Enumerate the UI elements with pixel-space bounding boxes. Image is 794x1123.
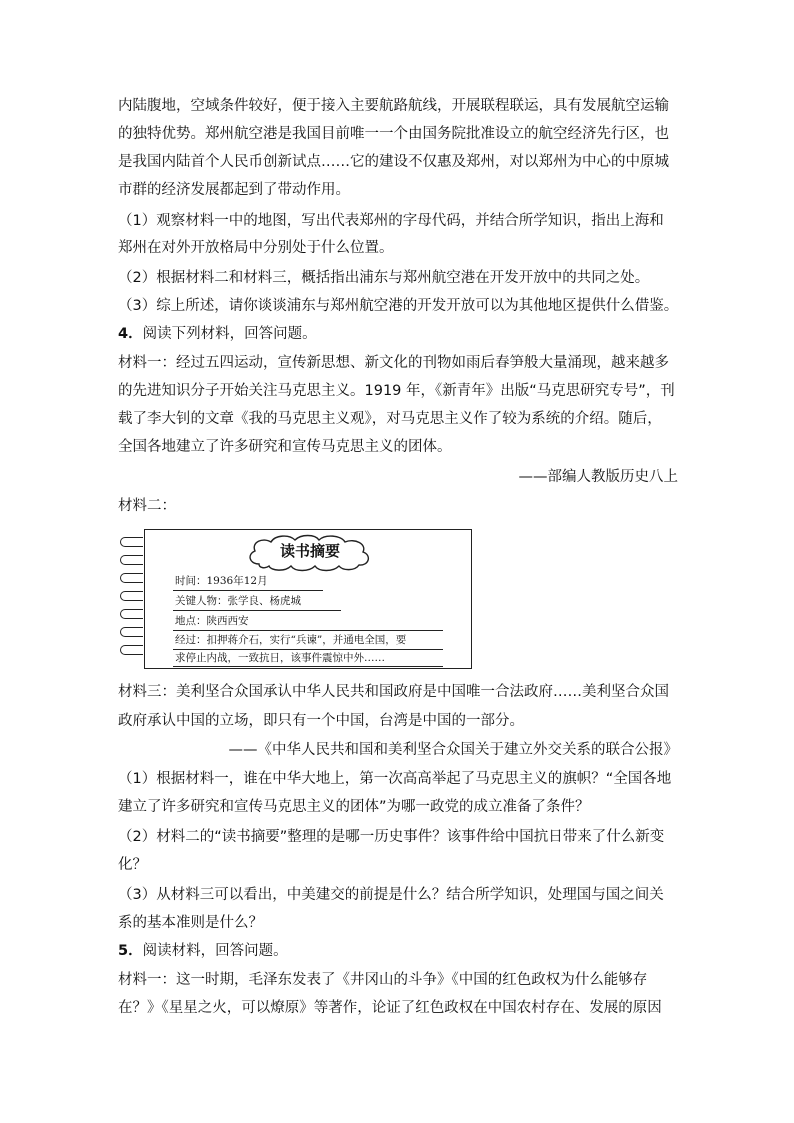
question-heading-text: 阅读下列材料，回答问题。 [142,326,317,342]
question-line: （3）综上所述，请你谈谈浦东与郑州航空港的开发开放可以为其他地区提供什么借鉴。 [118,298,678,314]
material-line: 政府承认中国的立场，即只有一个中国，台湾是中国的一部分。 [118,713,524,729]
material-line: 在？》《星星之火，可以燎原》等著作，论证了红色政权在中国农村存在、发展的原因 [118,1000,662,1016]
figure-title: 读书摘要 [279,542,340,560]
question-line: 系的基本准则是什么？ [118,915,263,931]
question-line: （1）观察材料一中的地图，写出代表郑州的字母代码，并结合所学知识，指出上海和 [118,213,664,229]
question-line: （3）从材料三可以看出，中美建交的前提是什么？结合所学知识，处理国与国之间关 [118,887,664,903]
figure-line: 经过：扣押蒋介石，实行“兵谏”，并通电全国，要 [175,634,407,646]
underline [173,630,443,631]
question-number: 4． [118,326,143,342]
question-line: （1）根据材料一，谁在中华大地上，第一次高高举起了马克思主义的旗帜？“全国各地 [118,771,672,787]
underline [173,590,323,591]
figure-line: 时间：1936年12月 [175,575,268,587]
paragraph-line: 内陆腹地，空域条件较好，便于接入主要航路航线，开展联程联运，具有发展航空运输 [118,98,669,114]
material-line: 载了李大钊的文章《我的马克思主义观》，对马克思主义作了较为系统的介绍。随后， [118,411,662,427]
figure-line: 地点：陕西西安 [175,615,249,627]
question-line: （2）根据材料二和材料三，概括指出浦东与郑州航空港在开发开放中的共同之处。 [118,270,650,286]
question-line: 化？ [118,857,147,873]
underline [173,649,443,650]
question-number: 5． [118,943,143,959]
question-5-heading [118,941,678,961]
material-line: 材料一：这一时期，毛泽东发表了《井冈山的斗争》《中国的红色政权为什么能够存 [118,972,648,988]
question-line: 建立了许多研究和宣传马克思主义的团体”为哪一政党的成立准备了条件？ [118,799,590,815]
question-line: 郑州在对外开放格局中分别处于什么位置。 [118,240,394,256]
paragraph-line: 是我国内陆首个人民币创新试点……它的建设不仅惠及郑州，对以郑州为中心的中原城 [118,154,669,170]
paragraph-line: 的独特优势。郑州航空港是我国目前唯一一个由国务院批准设立的航空经济先行区，也 [118,126,669,142]
figure-line: 求停止内战，一致抗日，该事件震惊中外…… [175,652,385,664]
material-source: ——部编人教版历史八上 [518,469,678,485]
material-source: ——《中华人民共和国和美利坚合众国关于建立外交关系的联合公报》 [228,742,678,758]
material-line: 的先进知识分子开始关注马克思主义。1919 年，《新青年》出版“马克思研究专号”，刊 [118,383,675,399]
material-line: 材料三：美利坚合众国承认中华人民共和国政府是中国唯一合法政府……美利坚合众国 [118,684,669,700]
question-line: （2）材料二的“读书摘要”整理的是哪一历史事件？该事件给中国抗日带来了什么新变 [118,829,665,845]
material-label: 材料二： [118,498,176,514]
reading-notes-figure [118,525,472,671]
material-line: 材料一：经过五四运动，宣传新思想、新文化的刊物如雨后春笋般大量涌现，越来越多 [118,355,669,371]
paragraph-line: 市群的经济发展都起到了带动作用。 [118,182,350,198]
underline [173,666,443,667]
question-heading-text: 阅读材料，回答问题。 [142,943,288,959]
figure-line: 关键人物：张学良、杨虎城 [175,595,301,607]
question-4-heading [118,324,678,344]
underline [173,610,341,611]
notebook-card [144,529,472,669]
material-line: 全国各地建立了许多研究和宣传马克思主义的团体。 [118,439,452,455]
